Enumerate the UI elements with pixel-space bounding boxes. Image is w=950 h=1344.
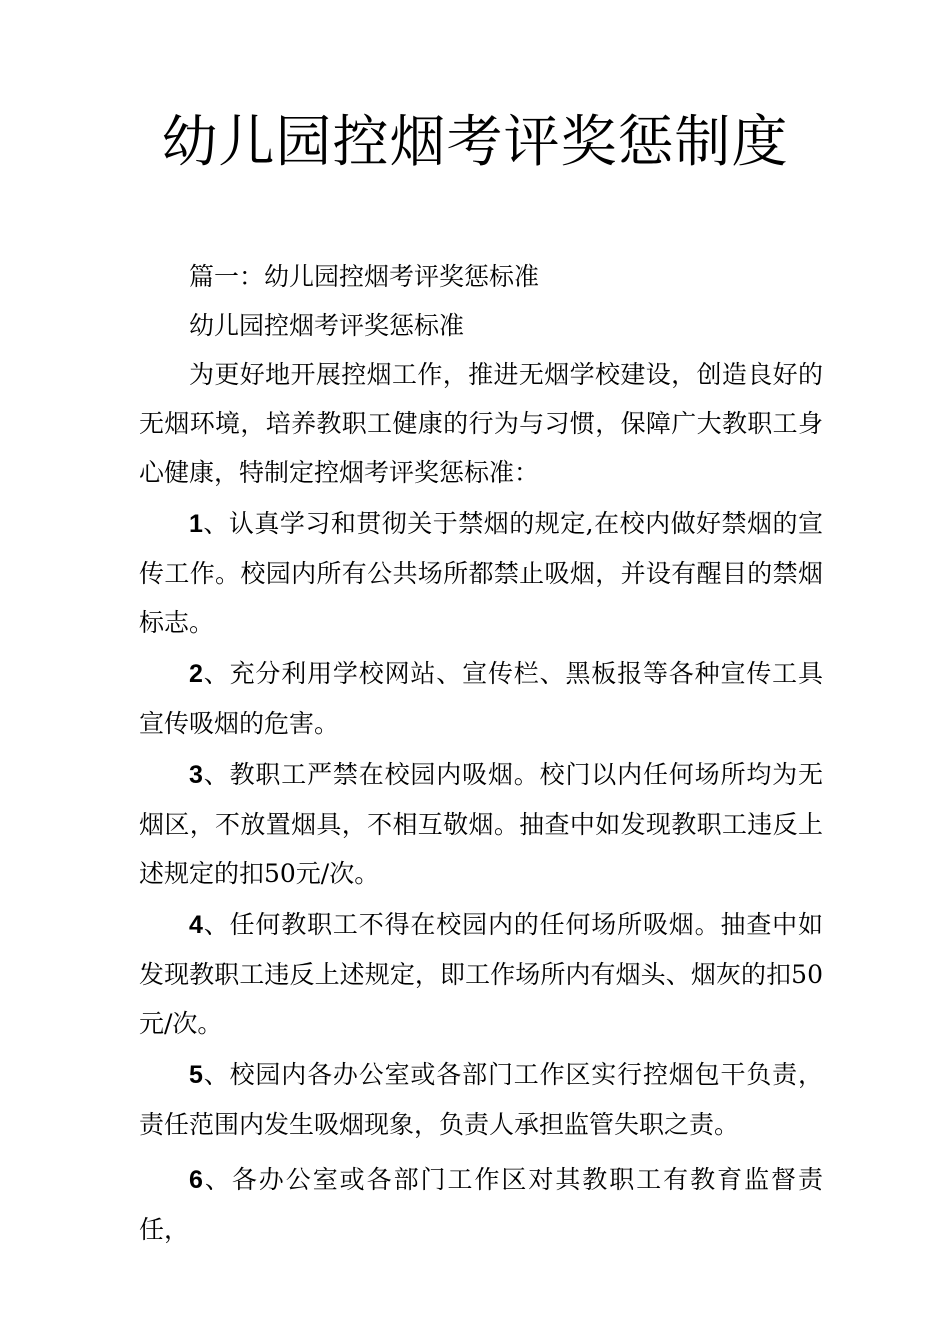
rule-number: 6 (189, 1166, 203, 1194)
rule-number: 2 (189, 660, 203, 688)
rule-item-6 (139, 1155, 823, 1254)
intro-paragraph: 为更好地开展控烟工作，推进无烟学校建设，创造良好的无烟环境，培养教职工健康的行为与习惯，保障广大教职工身心健康，特制定控烟考评奖惩标准： (139, 360, 823, 487)
rule-item-1 (139, 499, 823, 647)
rule-text: 、教职工严禁在校园内吸烟。校门以内任何场所均为无烟区，不放置烟具，不相互敬烟。抽查中如发现教职工违反上述规定的扣50元/次。 (139, 760, 823, 888)
rule-item-2 (139, 649, 823, 748)
rule-text: 、认真学习和贯彻关于禁烟的规定,在校内做好禁烟的宣传工作。校园内所有公共场所都禁止吸烟，并设有醒目的禁烟标志。 (139, 509, 823, 637)
rule-item-5 (139, 1050, 823, 1149)
rule-number: 5 (189, 1061, 203, 1089)
rule-number: 1 (189, 510, 203, 538)
rule-number: 3 (189, 761, 203, 789)
document-title: 幼儿园控烟考评奖惩制度 (161, 110, 789, 175)
subheading: 幼儿园控烟考评奖惩标准 (189, 311, 465, 340)
document-body (139, 252, 823, 1254)
rule-text: 、充分利用学校网站、宣传栏、黑板报等各种宣传工具宣传吸烟的危害。 (139, 659, 823, 738)
rule-text: 、校园内各办公室或各部门工作区实行控烟包干负责，责任范围内发生吸烟现象，负责人承担监管失职之责。 (139, 1060, 823, 1139)
rule-number: 4 (189, 911, 203, 939)
rule-item-3 (139, 750, 823, 898)
rule-text: 、任何教职工不得在校园内的任何场所吸烟。抽查中如发现教职工违反上述规定，即工作场所内有烟头、烟灰的扣50元/次。 (139, 910, 823, 1038)
rule-text: 、各办公室或各部门工作区对其教职工有教育监督责任， (139, 1165, 823, 1244)
section-heading: 篇一：幼儿园控烟考评奖惩标准 (189, 262, 540, 291)
rule-item-4 (139, 900, 823, 1048)
